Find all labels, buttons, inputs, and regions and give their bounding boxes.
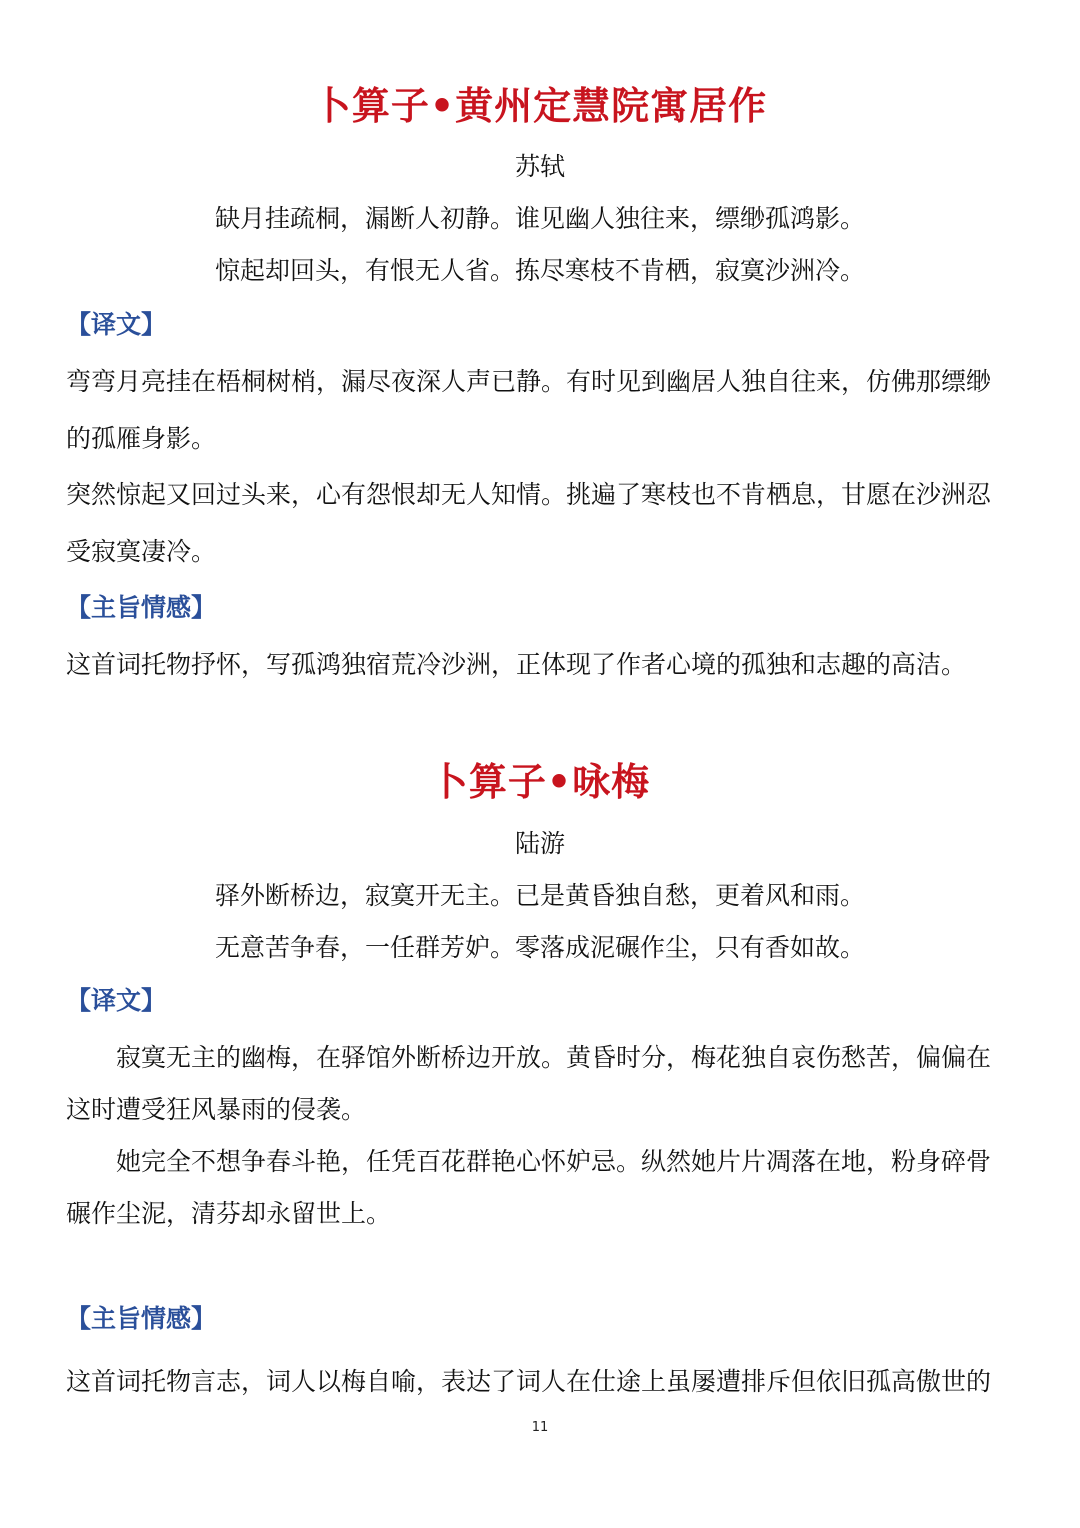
poem-2-line-1: 驿外断桥边，寂寞开无主。已是黄昏独自愁，更着风和雨。 bbox=[214, 881, 865, 910]
poem-2-line-2: 无意苦争春，一任群芳妒。零落成泥碾作尘，只有香如故。 bbox=[214, 933, 865, 962]
poem-2-translation-heading: 【译文】 bbox=[66, 986, 167, 1015]
poem-2-theme-heading: 【主旨情感】 bbox=[66, 1304, 217, 1333]
poem-1-line-2: 惊起却回头，有恨无人省。拣尽寒枝不肯栖，寂寞沙洲冷。 bbox=[214, 256, 865, 285]
poem-1-translation-line-1: 弯弯月亮挂在梧桐树梢，漏尽夜深人声已静。有时见到幽居人独自往来，仿佛那缥缈 bbox=[66, 367, 992, 396]
poem-1-translation-heading: 【译文】 bbox=[66, 310, 167, 339]
poem-2-translation-line-1: 寂寞无主的幽梅，在驿馆外断桥边开放。黄昏时分，梅花独自哀伤愁苦，偏偏在 bbox=[116, 1043, 992, 1072]
poem-1-title: 卜算子•黄州定慧院寓居作 bbox=[312, 84, 768, 128]
page-number: 11 bbox=[531, 1420, 549, 1435]
poem-2-translation-line-2: 这时遭受狂风暴雨的侵袭。 bbox=[66, 1095, 367, 1124]
poem-1-translation-line-3: 突然惊起又回过头来，心有怨恨却无人知情。挑遍了寒枝也不肯栖息，甘愿在沙洲忍 bbox=[66, 480, 992, 509]
poem-1-translation-line-2: 的孤雁身影。 bbox=[66, 424, 217, 453]
poem-1-theme-heading: 【主旨情感】 bbox=[66, 593, 217, 622]
poem-2-author: 陆游 bbox=[514, 829, 565, 858]
poem-2-title: 卜算子•咏梅 bbox=[429, 760, 651, 804]
poem-2-theme-text: 这首词托物言志，词人以梅自喻，表达了词人在仕途上虽屡遭排斥但依旧孤高傲世的 bbox=[66, 1367, 992, 1396]
poem-1-line-1: 缺月挂疏桐，漏断人初静。谁见幽人独往来，缥缈孤鸿影。 bbox=[214, 204, 865, 233]
poem-2-translation-line-4: 碾作尘泥，清芬却永留世上。 bbox=[66, 1199, 392, 1228]
poem-1-translation-line-4: 受寂寞凄冷。 bbox=[66, 537, 217, 566]
poem-1-author: 苏轼 bbox=[514, 152, 565, 181]
poem-1-theme-text: 这首词托物抒怀，写孤鸿独宿荒冷沙洲，正体现了作者心境的孤独和志趣的高洁。 bbox=[66, 650, 967, 679]
poem-2-translation-line-3: 她完全不想争春斗艳，任凭百花群艳心怀妒忌。纵然她片片凋落在地，粉身碎骨 bbox=[116, 1147, 992, 1176]
